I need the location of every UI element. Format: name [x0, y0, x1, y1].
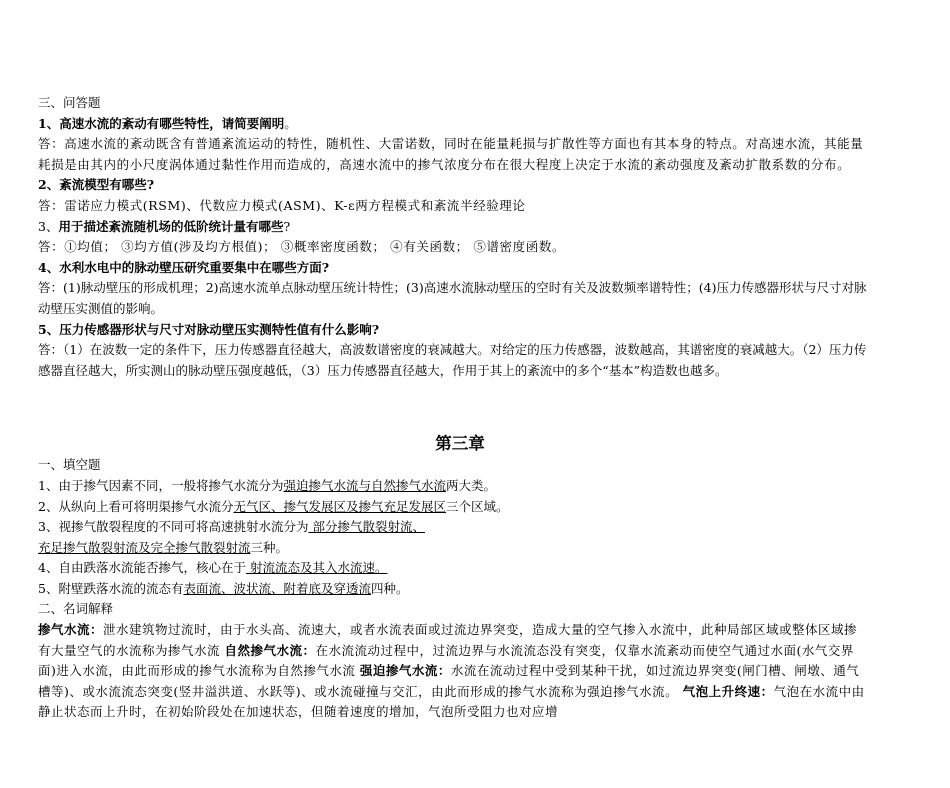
terms-paragraph: [38, 620, 868, 723]
term-3-colon: ：: [437, 663, 451, 679]
chapter-title: 第三章: [435, 434, 485, 454]
question-3-mark: ?: [283, 218, 291, 234]
term-1-colon: ：: [90, 622, 104, 638]
term-4: 气泡上升终速: [682, 683, 761, 699]
fill-item-3-answer-b: 充足掺气散裂射流及完全掺气散裂射流: [38, 539, 251, 555]
fill-item-3-cont: [38, 538, 868, 559]
fill-item-3: [38, 517, 868, 538]
term-2-definition: 在水流流动过程中，过流边界与水流流态没有突变，仅靠水流紊动而使空气通过水面(水气交界面)进入水流，由此而形成的掺气水流称为自然掺气水流: [38, 642, 854, 679]
term-3-definition: 水流在流动过程中受到某种干扰，如过流边界突变(闸门槽、闸墩、通气槽等)、或水流流态突变(竖井溢洪道、水跃等)、或水流碰撞与交汇，由此而形成的掺气水流称为强迫掺气水流。: [38, 663, 860, 699]
question-1: [38, 114, 868, 135]
term-4-definition: 气泡在水流中由静止状态而上升时，在初始阶段处在加速状态，但随着速度的增加，气泡所受阻力也对应增: [38, 683, 865, 720]
term-4-colon: ：: [760, 683, 774, 699]
fill-item-3-prefix: 3、视掺气散裂程度的不同可将高速挑射水流分为: [38, 519, 309, 535]
question-5: 5、压力传感器形状与尺寸对脉动壁压实测特性值有什么影响?: [38, 321, 380, 337]
fill-item-2-prefix: 2、从纵向上看可将明渠掺气水流分: [38, 498, 234, 514]
question-4: 4、水利水电中的脉动壁压研究重要集中在哪些方面?: [38, 259, 330, 275]
fill-item-2-suffix: 三个区域。: [445, 498, 509, 514]
fill-heading: 一、填空题: [38, 457, 101, 473]
term-2: 自然掺气水流: [224, 642, 303, 658]
fill-item-1-prefix: 1、由于掺气因素不同，一般将掺气水流分为: [38, 477, 284, 493]
fill-item-4: [38, 558, 868, 579]
fill-item-4-prefix: 4、自由跌落水流能否掺气，核心在于: [38, 560, 246, 576]
fill-item-5-suffix: 四种。: [370, 580, 409, 596]
fill-item-3-suffix: 三种。: [250, 539, 289, 555]
fill-item-1-answer: 强迫掺气水流与自然掺气水流: [283, 477, 446, 493]
question-2: 2、紊流模型有哪些?: [38, 177, 155, 193]
answer-2: 答：雷诺应力模式(RSM)、代数应力模式(ASM)、K-ε两方程模式和紊流半经验理论: [38, 197, 526, 213]
fill-item-5: [38, 579, 868, 600]
term-2-colon: ：: [302, 642, 316, 658]
question-1-period: 。: [284, 115, 297, 131]
fill-item-5-prefix: 5、附壁跌落水流的流态有: [38, 580, 184, 596]
document-page: [38, 93, 868, 723]
answer-1: 答：高速水流的紊动既含有普通紊流运动的特性，随机性、大雷诺数，同时在能量耗损与扩散性等方面也有其本身的特点。对高速水流，其能量耗损是由其内的小尺度涡体通过黏性作用而造成的，高速水流中的掺气浓度分布在很大程度上决定于水流的紊动强度及紊动扩散系数的分布。: [38, 136, 864, 172]
fill-item-2-answer: 无气区、掺气发展区及掺气充足发展区: [233, 498, 446, 514]
fill-item-2: [38, 497, 868, 518]
answer-4: 答：(1)脉动壁压的形成机理；2)高速水流单点脉动壁压统计特性；(3)高速水流脉动壁压的空时有关及波数频率谱特性；(4)压力传感器形状与尺寸对脉动壁压实测值的影响。: [38, 280, 867, 316]
term-1-definition: 泄水建筑物过流时，由于水头高、流速大，或者水流表面或过流边界突变，造成大量的空气掺入水流中，此种局部区域或整体区域掺有大量空气的水流称为掺气水流: [38, 622, 858, 658]
term-3: 强迫掺气水流: [359, 663, 438, 679]
question-1-text: 1、高速水流的紊动有哪些特性，请简要阐明: [38, 115, 285, 131]
fill-item-1: [38, 476, 868, 497]
terms-heading: 二、名词解释: [38, 601, 114, 617]
fill-item-4-answer: 射流流态及其入水流速。: [245, 560, 388, 576]
answer-3: 答：①均值； ③均方值(涉及均方根值)； ③概率密度函数； ④有关函数； ⑤谱密度函数。: [38, 239, 566, 255]
question-3: [38, 217, 868, 238]
question-3-text: 用于描述紊流随机场的低阶统计量有哪些: [58, 218, 284, 234]
question-3-number: 3、: [38, 218, 59, 234]
section-heading: 三、问答题: [38, 95, 101, 110]
fill-item-1-suffix: 两大类。: [445, 477, 496, 493]
term-1: 掺气水流: [38, 622, 91, 638]
answer-5: 答：（1）在波数一定的条件下，压力传感器直径越大，高波数谱密度的衰减越大。对给定的压力传感器，波数越高，其谱密度的衰减越大。（2）压力传感器直径越大，所实测山的脉动壁压强度越低，（3）压力传感器直径越大，作用于其上的紊流中的多个“基本”构造数也越多。: [38, 342, 867, 378]
fill-item-5-answer: 表面流、波状流、附着底及穿透流: [183, 580, 371, 596]
fill-item-3-answer-a: 部分掺气散裂射流、: [308, 519, 425, 535]
